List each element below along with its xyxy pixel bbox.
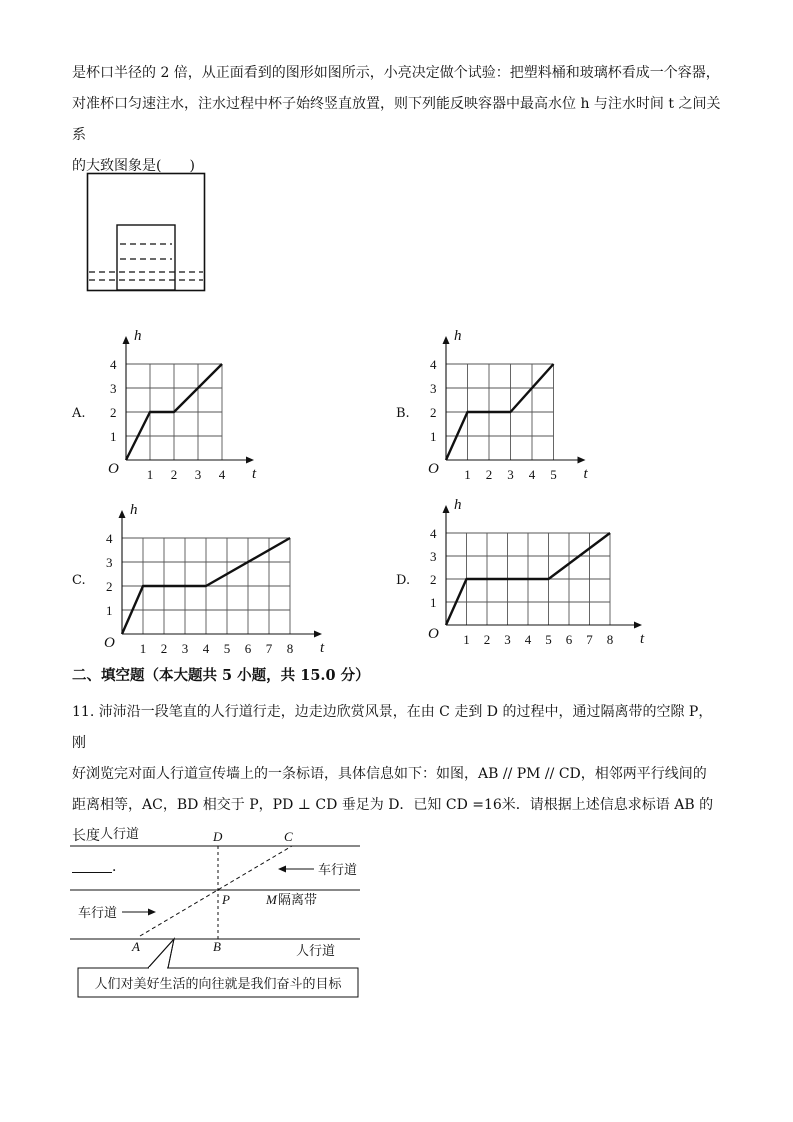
x-axis-arrow <box>246 457 254 464</box>
y-axis-arrow <box>443 336 450 344</box>
x-tick-label: 4 <box>218 467 226 482</box>
x-tick-label: 1 <box>146 467 154 482</box>
y-tick-label: 3 <box>110 381 117 396</box>
option-a-chart <box>104 328 264 486</box>
x-axis-label: t <box>252 466 257 482</box>
y-tick-label: 1 <box>110 429 117 444</box>
y-tick-label: 1 <box>430 429 437 444</box>
y-axis-label: h <box>134 328 142 344</box>
question10-text <box>72 58 722 182</box>
x-tick-label: 7 <box>265 641 273 656</box>
x-tick-label: 5 <box>545 632 552 647</box>
y-tick-label: 2 <box>430 405 437 420</box>
y-tick-label: 3 <box>430 381 437 396</box>
y-tick-label: 4 <box>110 357 117 372</box>
point-m-label: M <box>266 892 277 907</box>
y-tick-label: 4 <box>106 531 113 546</box>
x-axis-label: t <box>583 466 588 482</box>
x-axis-label: t <box>640 631 645 647</box>
origin-label: O <box>428 626 439 642</box>
x-axis-arrow <box>578 457 586 464</box>
y-tick-label: 1 <box>430 595 437 610</box>
x-tick-label: 6 <box>244 641 252 656</box>
street-diagram <box>70 826 370 1001</box>
y-axis-label: h <box>454 328 462 344</box>
x-tick-label: 3 <box>504 632 511 647</box>
point-b-label: B <box>213 939 221 954</box>
q11-line3: 距离相等，AC，BD 相交于 P，PD ⊥ CD 垂足为 D．已知 CD =16米．请根据上述信息求标语 AB 的长度 <box>72 797 714 844</box>
y-tick-label: 4 <box>430 357 437 372</box>
q11-line1: 11. 沛沛沿一段笔直的人行道行走，边走边欣赏风景，在由 C 走到 D 的过程中，通过隔离带的空隙 P，刚 <box>72 704 713 751</box>
option-c-chart <box>100 502 340 656</box>
point-d-label: D <box>213 829 223 844</box>
y-axis-label: h <box>130 502 138 518</box>
y-tick-label: 2 <box>106 579 113 594</box>
x-tick-label: 3 <box>194 467 202 482</box>
origin-label: O <box>104 635 115 651</box>
y-tick-label: 3 <box>430 549 437 564</box>
option-b-label: B. <box>396 406 410 421</box>
y-tick-label: 2 <box>430 572 437 587</box>
y-tick-label: 2 <box>110 405 117 420</box>
x-tick-label: 5 <box>223 641 231 656</box>
section-heading: 二、填空题（本大题共 5 小题，共 15.0 分） <box>72 667 370 684</box>
x-tick-label: 4 <box>528 467 536 482</box>
x-tick-label: 7 <box>586 632 593 647</box>
option-d-label: D. <box>396 573 411 588</box>
x-axis-arrow <box>314 631 322 638</box>
sidewalk-top-label: 人行道 <box>100 826 140 841</box>
option-b-chart <box>424 328 594 486</box>
q11-line2: 好浏览完对面人行道宣传墙上的一条标语，具体信息如下：如图，AB // PM // CD，相邻两平行线间的 <box>72 766 707 782</box>
median-label: 隔离带 <box>278 892 318 907</box>
x-tick-label: 5 <box>550 467 557 482</box>
x-tick-label: 2 <box>160 641 168 656</box>
lane-right-label: 车行道 <box>318 862 358 877</box>
x-tick-label: 1 <box>463 632 470 647</box>
x-tick-label: 2 <box>483 632 491 647</box>
lane-left-label: 车行道 <box>78 905 118 920</box>
x-tick-label: 1 <box>464 467 471 482</box>
q10-line2: 对准杯口匀速注水，注水过程中杯子始终竖直放置，则下列能反映容器中最高水位 h 与注水时间 t 之间关系 <box>72 96 721 143</box>
option-a-label: A. <box>72 406 86 421</box>
point-c-label: C <box>284 829 293 844</box>
x-tick-label: 4 <box>524 632 532 647</box>
y-tick-label: 4 <box>430 526 437 541</box>
x-axis-arrow <box>634 622 642 629</box>
x-tick-label: 2 <box>170 467 178 482</box>
x-axis-label: t <box>320 640 325 656</box>
point-a-label: A <box>132 939 140 954</box>
option-c-label: C. <box>72 573 86 588</box>
x-tick-label: 1 <box>139 641 147 656</box>
q10-line1: 是杯口半径的 2 倍，从正面看到的图形如图所示，小亮决定做个试验：把塑料桶和玻璃杯看成一个容器， <box>72 65 720 81</box>
x-tick-label: 3 <box>507 467 514 482</box>
q10-line3: 的大致图象是( ) <box>72 158 195 174</box>
x-tick-label: 6 <box>565 632 573 647</box>
x-tick-label: 8 <box>286 641 294 656</box>
y-tick-label: 1 <box>106 603 113 618</box>
point-p-label: P <box>222 892 230 907</box>
y-axis-label: h <box>454 497 462 513</box>
q11-line4-end: ． <box>112 859 126 875</box>
y-axis-arrow <box>443 505 450 513</box>
y-axis-arrow <box>119 510 126 518</box>
container-figure <box>86 172 208 294</box>
y-axis-arrow <box>123 336 130 344</box>
option-d-chart <box>424 497 664 650</box>
origin-label: O <box>428 461 439 477</box>
slogan-text: 人们对美好生活的向往就是我们奋斗的目标 <box>94 976 342 991</box>
x-tick-label: 2 <box>485 467 493 482</box>
x-tick-label: 8 <box>606 632 614 647</box>
origin-label: O <box>108 461 119 477</box>
x-tick-label: 3 <box>181 641 189 656</box>
y-tick-label: 3 <box>106 555 113 570</box>
sidewalk-bottom-label: 人行道 <box>296 943 336 958</box>
x-tick-label: 4 <box>202 641 210 656</box>
